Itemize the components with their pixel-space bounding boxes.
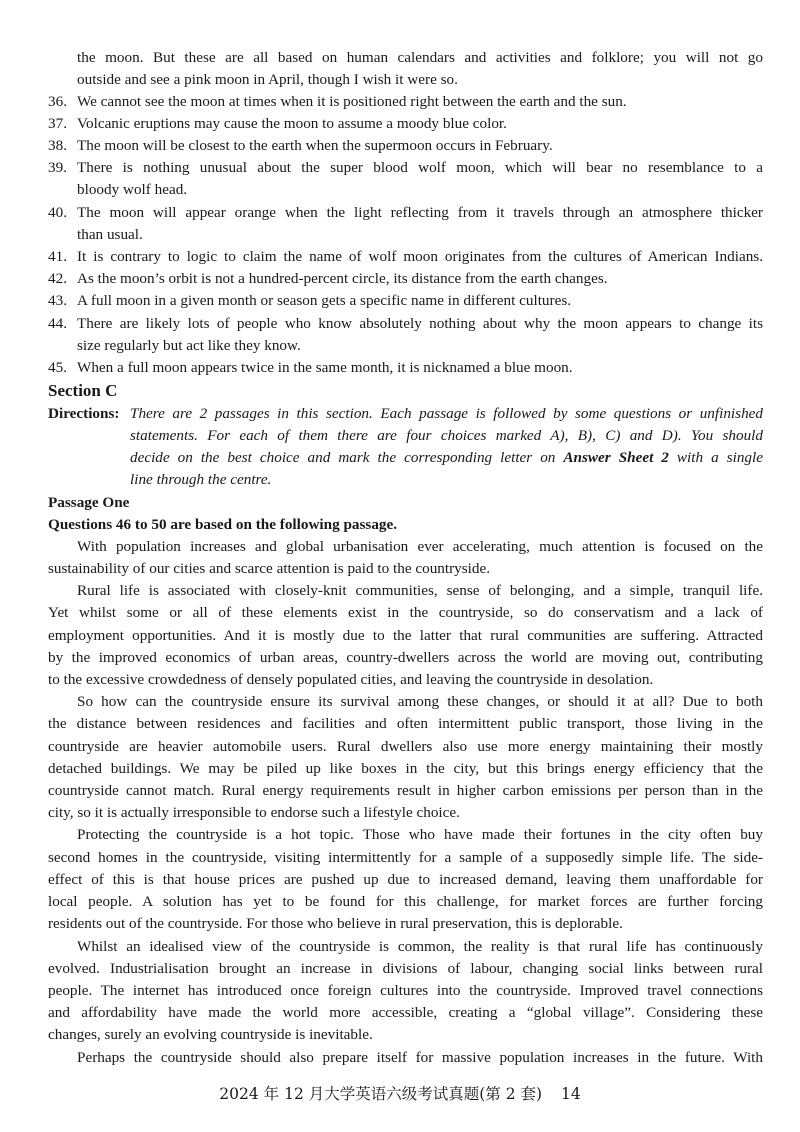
directions-label: Directions: <box>48 405 120 422</box>
paragraph-line: detached buildings. We may be piled up like boxes in the city, but this brings energy efficiency that the <box>48 760 763 777</box>
passage-label: Passage One <box>48 494 130 511</box>
paragraph-line: Yet whilst some or all of these elements exist in the countryside, so do conservatism and a lack of <box>48 604 763 621</box>
intro-line-2: outside and see a pink moon in April, though I wish it were so. <box>77 71 458 88</box>
statement-number: 42. <box>48 270 67 287</box>
statement-text: We cannot see the moon at times when it is positioned right between the earth and the sun. <box>77 93 627 110</box>
statement-number: 39. <box>48 159 67 176</box>
statement-number: 36. <box>48 93 67 110</box>
paragraph-line: second homes in the countryside, visiting intermittently for a sample of a supposedly simple life. The side- <box>48 849 763 866</box>
paragraph-line: by the improved economics of urban areas, country-dwellers across the world are moving out, contributing <box>48 649 763 666</box>
statement-text: Volcanic eruptions may cause the moon to assume a moody blue color. <box>77 115 507 132</box>
directions-with-single: with a single <box>676 449 763 466</box>
statement-number: 37. <box>48 115 67 132</box>
statement-text: It is contrary to logic to claim the name of wolf moon originates from the cultures of American Indians. <box>77 248 763 265</box>
directions-line-2: statements. For each of them there are four choices marked A), B), C) and D). You should <box>130 427 763 444</box>
directions-line-3-text: decide on the best choice and mark the corresponding letter on <box>130 449 556 466</box>
directions-line-1: There are 2 passages in this section. Each passage is followed by some questions or unfinished <box>130 405 763 422</box>
questions-label: Questions 46 to 50 are based on the following passage. <box>48 516 398 533</box>
paragraph-line: people. The internet has introduced once foreign cultures into the countryside. Improved travel connections <box>48 982 763 999</box>
section-title: Section C <box>48 381 118 400</box>
paragraph-line: Whilst an idealised view of the countryside is common, the reality is that rural life has continuously <box>77 938 763 955</box>
paragraph-line: evolved. Industrialisation brought an increase in divisions of labour, changing social links between rural <box>48 960 763 977</box>
statement-text: The moon will appear orange when the light reflecting from it travels through an atmosphere thicker <box>77 204 763 221</box>
directions-line-3 <box>130 447 763 469</box>
statement-number: 45. <box>48 359 67 376</box>
statement-text-cont: size regularly but act like they know. <box>77 337 301 354</box>
statement-number: 44. <box>48 315 67 332</box>
statement-number: 38. <box>48 137 67 154</box>
directions-line-4: line through the centre. <box>130 471 272 488</box>
statement-number: 40. <box>48 204 67 221</box>
statement-text: The moon will be closest to the earth when the supermoon occurs in February. <box>77 137 553 154</box>
paragraph-line: residents out of the countryside. For those who believe in rural preservation, this is deplorable. <box>48 915 623 932</box>
statement-text: As the moon’s orbit is not a hundred-percent circle, its distance from the earth changes. <box>77 270 608 287</box>
paragraph-line: effect of this is that house prices are pushed up due to increased demand, leaving them unaffordable for <box>48 871 763 888</box>
page-number: 14 <box>560 1085 581 1103</box>
intro-line-1: the moon. But these are all based on human calendars and activities and folklore; you will not go <box>77 49 763 66</box>
paragraph-line: Protecting the countryside is a hot topic. Those who have made their fortunes in the city often buy <box>77 826 763 843</box>
paragraph-line: countryside cannot match. Rural energy requirements result in higher carbon emissions per person than in the <box>48 782 763 799</box>
statement-text-cont: than usual. <box>77 226 143 243</box>
paragraph-line: So how can the countryside ensure its survival among these changes, or should it at all? Due to both <box>77 693 763 710</box>
statement-number: 43. <box>48 292 67 309</box>
statement-text: A full moon in a given month or season gets a specific name in different cultures. <box>77 292 572 309</box>
page-footer <box>0 1082 800 1104</box>
statement-text: There are likely lots of people who know absolutely nothing about why the moon appears to change its <box>77 315 763 332</box>
answer-sheet-label: Answer Sheet 2 <box>563 449 669 466</box>
paragraph-line: employment opportunities. And it is mostly due to the latter that rural communities are suffering. Attracted <box>48 627 763 644</box>
statement-text: There is nothing unusual about the super blood wolf moon, which will bear no resemblance to a <box>77 159 763 176</box>
paragraph-line: sustainability of our cities and scarce attention is paid to the countryside. <box>48 560 491 577</box>
paragraph-line: to the excessive crowdedness of densely populated cities, and leaving the countryside in desolation. <box>48 671 654 688</box>
statement-text-cont: bloody wolf head. <box>77 181 188 198</box>
statement-number: 41. <box>48 248 67 265</box>
paragraph-line: and affordability have made the world more accessible, creating a “global village”. Considering these <box>48 1004 763 1021</box>
statement-text: When a full moon appears twice in the same month, it is nicknamed a blue moon. <box>77 359 573 376</box>
paragraph-line: local people. A solution has yet to be found for this challenge, for market forces are further forcing <box>48 893 763 910</box>
paragraph-line: the distance between residences and facilities and often intermittent public transport, those living in the <box>48 715 763 732</box>
paragraph-line: With population increases and global urbanisation ever accelerating, much attention is focused on the <box>77 538 763 555</box>
paragraph-line: Rural life is associated with closely-knit communities, sense of belonging, and a simple, tranquil life. <box>77 582 763 599</box>
paragraph-line: city, so it is actually irresponsible to endorse such a lifestyle choice. <box>48 804 460 821</box>
paragraph-line: Perhaps the countryside should also prepare itself for massive population increases in the future. With <box>77 1049 763 1066</box>
paragraph-line: countryside are heavier automobile users. Rural dwellers also use more energy maintaining their mostly <box>48 738 763 755</box>
footer-title: 2024 年 12 月大学英语六级考试真题(第 2 套) <box>219 1085 543 1103</box>
paragraph-line: changes, surely an evolving countryside is inevitable. <box>48 1026 373 1043</box>
